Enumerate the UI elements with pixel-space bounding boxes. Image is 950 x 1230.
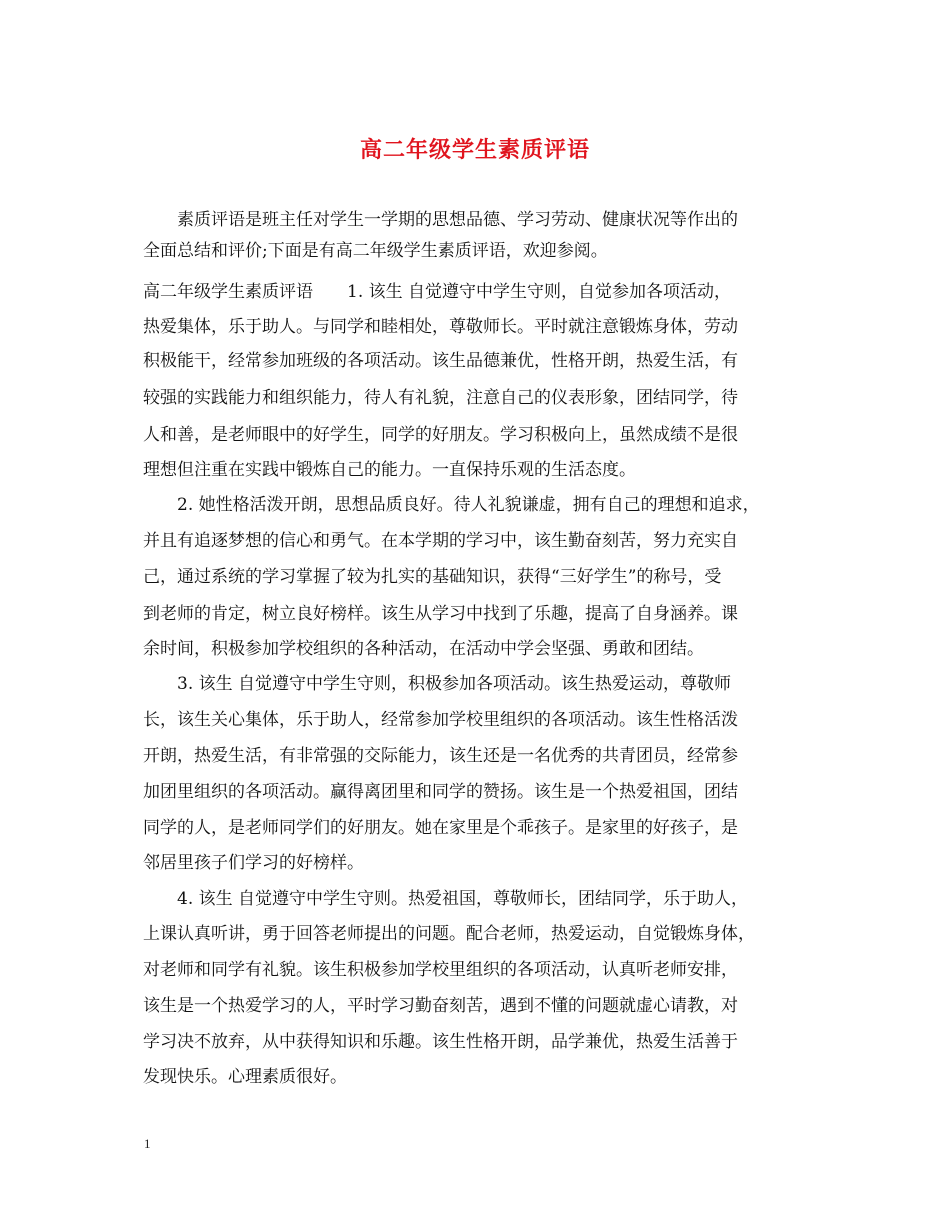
body-line: 全面总结和评价;下面是有高二年级学生素质评语，欢迎参阅。 bbox=[143, 241, 608, 261]
body-line: 理想但注重在实践中锻炼自己的能力。一直保持乐观的生活态度。 bbox=[143, 460, 636, 480]
body-line: 加团里组织的各项活动。赢得离团里和同学的赞扬。该生是一个热爱祖国，团结 bbox=[143, 782, 738, 802]
body-line: 高二年级学生素质评语 1. 该生 自觉遵守中学生守则，自觉参加各项活动， bbox=[143, 282, 732, 302]
body-line: 己，通过系统的学习掌握了较为扎实的基础知识，获得“三好学生”的称号，受 bbox=[143, 567, 722, 587]
body-line: 积极能干，经常参加班级的各项活动。该生品德兼优，性格开朗，热爱生活，有 bbox=[143, 351, 738, 371]
body-line: 人和善，是老师眼中的好学生，同学的好朋友。学习积极向上，虽然成绩不是很 bbox=[143, 425, 738, 445]
body-line: 并且有追逐梦想的信心和勇气。在本学期的学习中，该生勤奋刻苦，努力充实自 bbox=[143, 531, 738, 551]
body-line: 同学的人，是老师同学们的好朋友。她在家里是个乖孩子。是家里的好孩子，是 bbox=[143, 818, 738, 838]
body-line: 该生是一个热爱学习的人，平时学习勤奋刻苦，遇到不懂的问题就虚心请教，对 bbox=[143, 996, 738, 1016]
page-number: 1 bbox=[144, 1136, 151, 1151]
body-line: 到老师的肯定，树立良好榜样。该生从学习中找到了乐趣，提高了自身涵养。课 bbox=[143, 604, 738, 624]
body-line: 发现快乐。心理素质很好。 bbox=[143, 1067, 347, 1087]
body-line: 热爱集体，乐于助人。与同学和睦相处，尊敬师长。平时就注意锻炼身体，劳动 bbox=[143, 317, 738, 337]
body-line: 对老师和同学有礼貌。该生积极参加学校里组织的各项活动，认真听老师安排， bbox=[143, 960, 738, 980]
body-line: 上课认真听讲，勇于回答老师提出的问题。配合老师，热爱运动，自觉锻炼身体， bbox=[143, 924, 755, 944]
body-line: 素质评语是班主任对学生一学期的思想品德、学习劳动、健康状况等作出的 bbox=[143, 210, 738, 230]
body-line: 较强的实践能力和组织能力，待人有礼貌，注意自己的仪表形象，团结同学，待 bbox=[143, 388, 738, 408]
body-line: 学习决不放弃，从中获得知识和乐趣。该生性格开朗，品学兼优，热爱生活善于 bbox=[143, 1032, 738, 1052]
body-line: 2. 她性格活泼开朗，思想品质良好。待人礼貌谦虚，拥有自己的理想和追求， bbox=[143, 495, 760, 515]
body-line: 4. 该生 自觉遵守中学生守则。热爱祖国，尊敬师长，团结同学，乐于助人， bbox=[143, 889, 749, 909]
body-line: 3. 该生 自觉遵守中学生守则，积极参加各项活动。该生热爱运动，尊敬师 bbox=[143, 674, 732, 694]
body-line: 开朗，热爱生活，有非常强的交际能力，该生还是一名优秀的共青团员，经常参 bbox=[143, 746, 738, 766]
document-title: 高二年级学生素质评语 bbox=[359, 137, 590, 163]
body-line: 余时间，积极参加学校组织的各种活动，在活动中学会坚强、勇敢和团结。 bbox=[143, 639, 704, 659]
body-line: 邻居里孩子们学习的好榜样。 bbox=[143, 853, 364, 873]
body-line: 长，该生关心集体，乐于助人，经常参加学校里组织的各项活动。该生性格活泼 bbox=[143, 710, 738, 730]
